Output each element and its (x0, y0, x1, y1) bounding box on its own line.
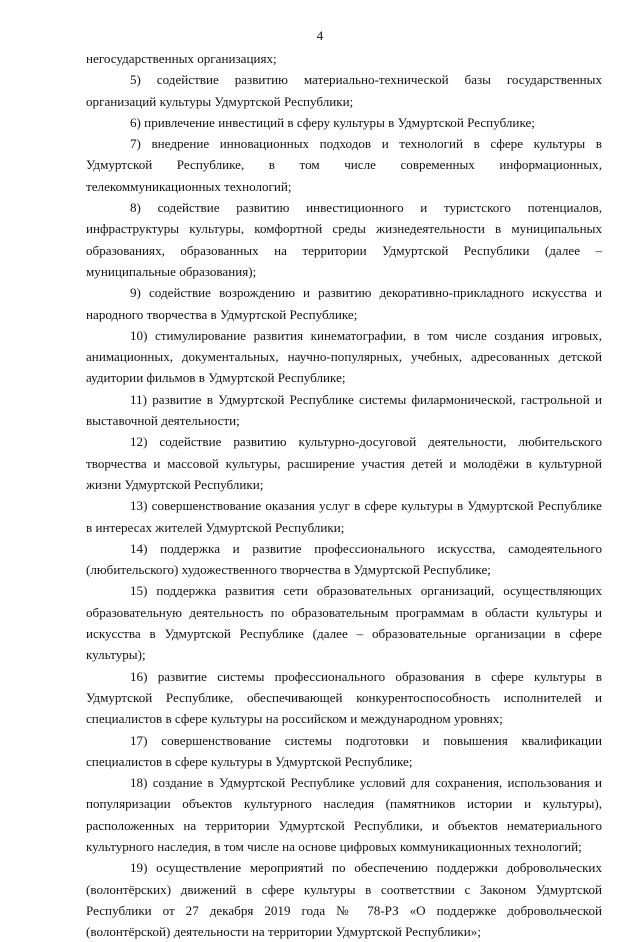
list-item-6: 6) привлечение инвестиций в сферу культуры в Удмуртской Республике; (130, 114, 535, 130)
list-item-18: 18) создание в Удмуртской Республике условий для сохранения, использования и популяризации объектов культурного наследия (памятников истории и культуры), расположенных на территории Удмуртской Республики, и объектов нематериального культурного наследия, в том числе на основе цифровых коммуникационных технологий; (86, 775, 602, 854)
paragraph-continuation: негосударственных организациях; (86, 51, 277, 66)
list-item-7: 7) внедрение инновационных подходов и технологий в сфере культуры в Удмуртской Республике, в том числе современных информационных, телекоммуникационных технологий; (86, 136, 602, 194)
list-item-9: 9) содействие возрождению и развитию декоративно-прикладного искусства и народного творчества в Удмуртской Республике; (86, 285, 602, 322)
list-item-10: 10) стимулирование развития кинематографии, в том числе создания игровых, анимационных, документальных, научно-популярных, учебных, адресованных детской аудитории фильмов в Удмуртской Республике; (86, 327, 602, 386)
list-item-17: 17) совершенствование системы подготовки и повышения квалификации специалистов в сфере культуры в Удмуртской Республике; (86, 732, 602, 769)
list-item-11: 11) развитие в Удмуртской Республике системы филармонической, гастрольной и выставочной деятельности; (86, 391, 602, 429)
list-item-8: 8) содействие развитию инвестиционного и туристского потенциалов, инфраструктуры культуры, комфортной среды жизнедеятельности в муниципальных образованиях, образованных на территории Удмуртской Республики (далее – муниципальные образования); (86, 200, 602, 279)
list-item-14: 14) поддержка и развитие профессионального искусства, самодеятельного (любительского) художественного творчества в Удмуртской Республике; (86, 540, 602, 578)
list-item-12: 12) содействие развитию культурно-досуговой деятельности, любительского творчества и массовой культуры, расширение участия детей и молодёжи в культурной жизни Удмуртской Республики; (86, 434, 602, 492)
list-item-13: 13) совершенствование оказания услуг в сфере культуры в Удмуртской Республике в интересах жителей Удмуртской Республики; (86, 498, 602, 535)
page-number: 4 (316, 28, 324, 43)
list-item-15: 15) поддержка развития сети образовательных организаций, осуществляющих образовательную деятельность по образовательным программам в области культуры и искусства в Удмуртской Республике (далее – образовательные организации в сфере культуры); (86, 583, 602, 663)
list-item-5: 5) содействие развитию материально-технической базы государственных организаций культуры Удмуртской Республики; (86, 72, 602, 109)
list-item-19: 19) осуществление мероприятий по обеспечению поддержки добровольческих (волонтёрских) движений в сфере культуры в соответствии с Законом Удмуртской Республики от 27 декабря 2019 года № 78-РЗ «О поддержке добровольческой (волонтёрской) деятельности на территории Удмуртской Республики»; (86, 860, 602, 940)
document-body (86, 48, 602, 942)
list-item-16: 16) развитие системы профессионального образования в сфере культуры в Удмуртской Республике, обеспечивающей конкурентоспособность исполнителей и специалистов в сфере культуры на российском и международном уровнях; (86, 668, 602, 727)
